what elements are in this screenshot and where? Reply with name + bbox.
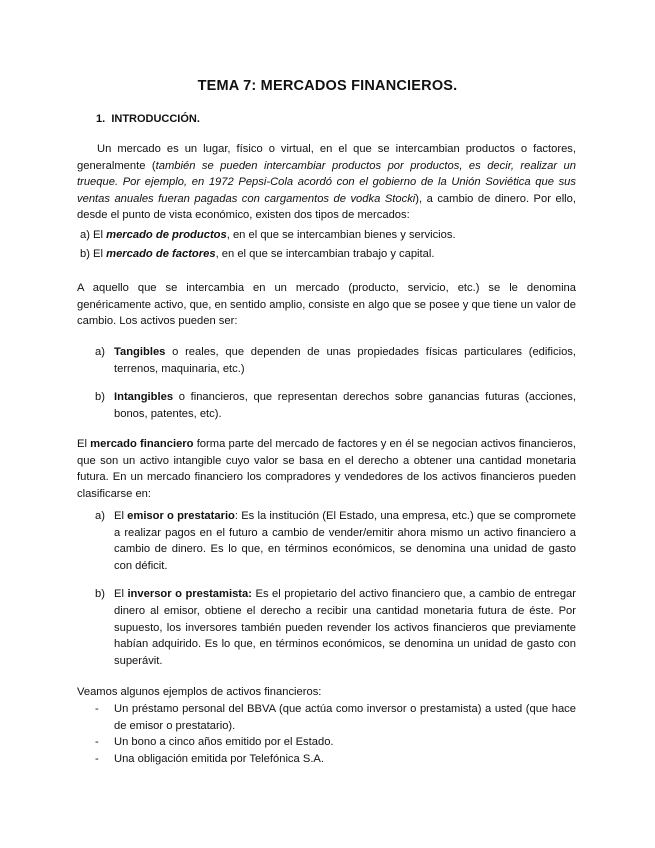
list-item — [95, 586, 576, 669]
list-text: o financieros, que representan derechos sobre ganancias futuras (acciones, bonos, patentes, etc). — [114, 391, 576, 420]
list-marker: b) El — [80, 247, 107, 260]
examples-list — [95, 701, 576, 767]
financial-market-paragraph — [77, 436, 576, 502]
list-text: Un bono a cinco años emitido por el Estado. — [114, 736, 334, 749]
list-item — [95, 734, 576, 751]
list-item — [95, 344, 576, 377]
list-text: Una obligación emitida por Telefónica S.A. — [114, 752, 324, 765]
paragraph-term: mercado financiero — [90, 438, 194, 450]
list-item — [80, 246, 576, 263]
intro-example-italic: también se pueden intercambiar productos por productos, es decir, realizar un trueque. Por ejemplo, en 1972 Pepsi-Cola acordó con el gobierno de la Unión Soviética que sus ventas anuales fueran pagadas con cargamentos de vodka Stocki — [77, 159, 576, 205]
list-marker: - — [95, 703, 99, 715]
list-term: emisor o prestatario — [127, 510, 235, 522]
list-item — [95, 701, 576, 734]
market-types-list — [80, 227, 576, 262]
list-item — [95, 389, 576, 422]
list-marker: a) — [95, 510, 105, 522]
list-text: Un préstamo personal del BBVA (que actúa como inversor o prestamista) a usted (que hace de emisor o prestatario). — [114, 703, 576, 732]
section-number: 1. — [96, 113, 106, 125]
list-marker: - — [95, 736, 99, 749]
list-term: Intangibles — [114, 391, 174, 404]
paragraph-text-end: forma parte del mercado de factores y en él se negocian activos financieros, que son un activo intangible cuyo valor se basa en el derecho a obtener una cantidad monetaria futura. En un mercado financiero los compradores y vendedores de los activos financieros pueden clasificarse en: — [77, 438, 576, 500]
activo-paragraph: A aquello que se intercambia en un mercado (producto, servicio, etc.) se le denomina genéricamente activo, que, en sentido amplio, consiste en algo que se posee y que tiene un valor de cambio. Los activos pueden ser: — [77, 282, 576, 328]
list-item — [80, 227, 576, 244]
agents-list — [95, 508, 576, 681]
list-marker: a) El — [80, 229, 107, 241]
intro-text-start: Un mercado es un lugar, físico o virtual, en el que se intercambian productos o factores, generalmente ( — [77, 143, 576, 172]
examples-intro: Veamos algunos ejemplos de activos financieros: — [77, 686, 322, 698]
list-text-pre: El — [114, 510, 128, 522]
section-heading — [96, 113, 200, 125]
list-text-pre: El — [114, 588, 128, 601]
list-text: , en el que se intercambian bienes y servicios. — [226, 229, 456, 241]
list-marker: b) — [95, 588, 105, 601]
list-term: inversor o prestamista: — [127, 588, 252, 601]
list-text: Es el propietario del activo financiero que, a cambio de entregar dinero al emisor, obtiene el derecho a recibir una cantidad monetaria futura de éste. Por supuesto, los inversores también pueden revender los activos financieros que previamente habían adquirido. Es lo que, en términos económicos, se denomina un unidad de gasto con superávit. — [114, 588, 576, 667]
list-term: Tangibles — [114, 346, 166, 358]
list-term: mercado de factores — [106, 247, 216, 260]
document-title: TEMA 7: MERCADOS FINANCIEROS. — [197, 78, 458, 94]
paragraph-text-start: El — [77, 438, 91, 450]
list-item — [95, 751, 576, 768]
intro-paragraph — [77, 141, 576, 224]
list-marker: - — [95, 752, 99, 765]
list-marker: a) — [95, 346, 105, 358]
asset-types-list — [95, 344, 576, 434]
section-title: INTRODUCCIÓN. — [111, 113, 200, 125]
intro-text-end: ), a cambio de dinero. Por ello, desde el punto de vista económico, existen dos tipos de mercados: — [77, 192, 576, 222]
list-term: mercado de productos — [106, 229, 227, 241]
list-item — [95, 508, 576, 574]
list-marker: b) — [95, 391, 105, 404]
list-text: , en el que se intercambian trabajo y capital. — [215, 247, 435, 260]
list-text: : Es la institución (El Estado, una empresa, etc.) que se compromete a realizar pagos en el futuro a cambio de vender/emitir ahora mismo un activo financiero a cambio de dinero. Es lo que, en términos económicos, se denomina una unidad de gasto con déficit. — [114, 510, 577, 572]
list-text: o reales, que dependen de unas propiedades físicas particulares (edificios, terrenos, maquinaria, etc.) — [114, 346, 576, 375]
